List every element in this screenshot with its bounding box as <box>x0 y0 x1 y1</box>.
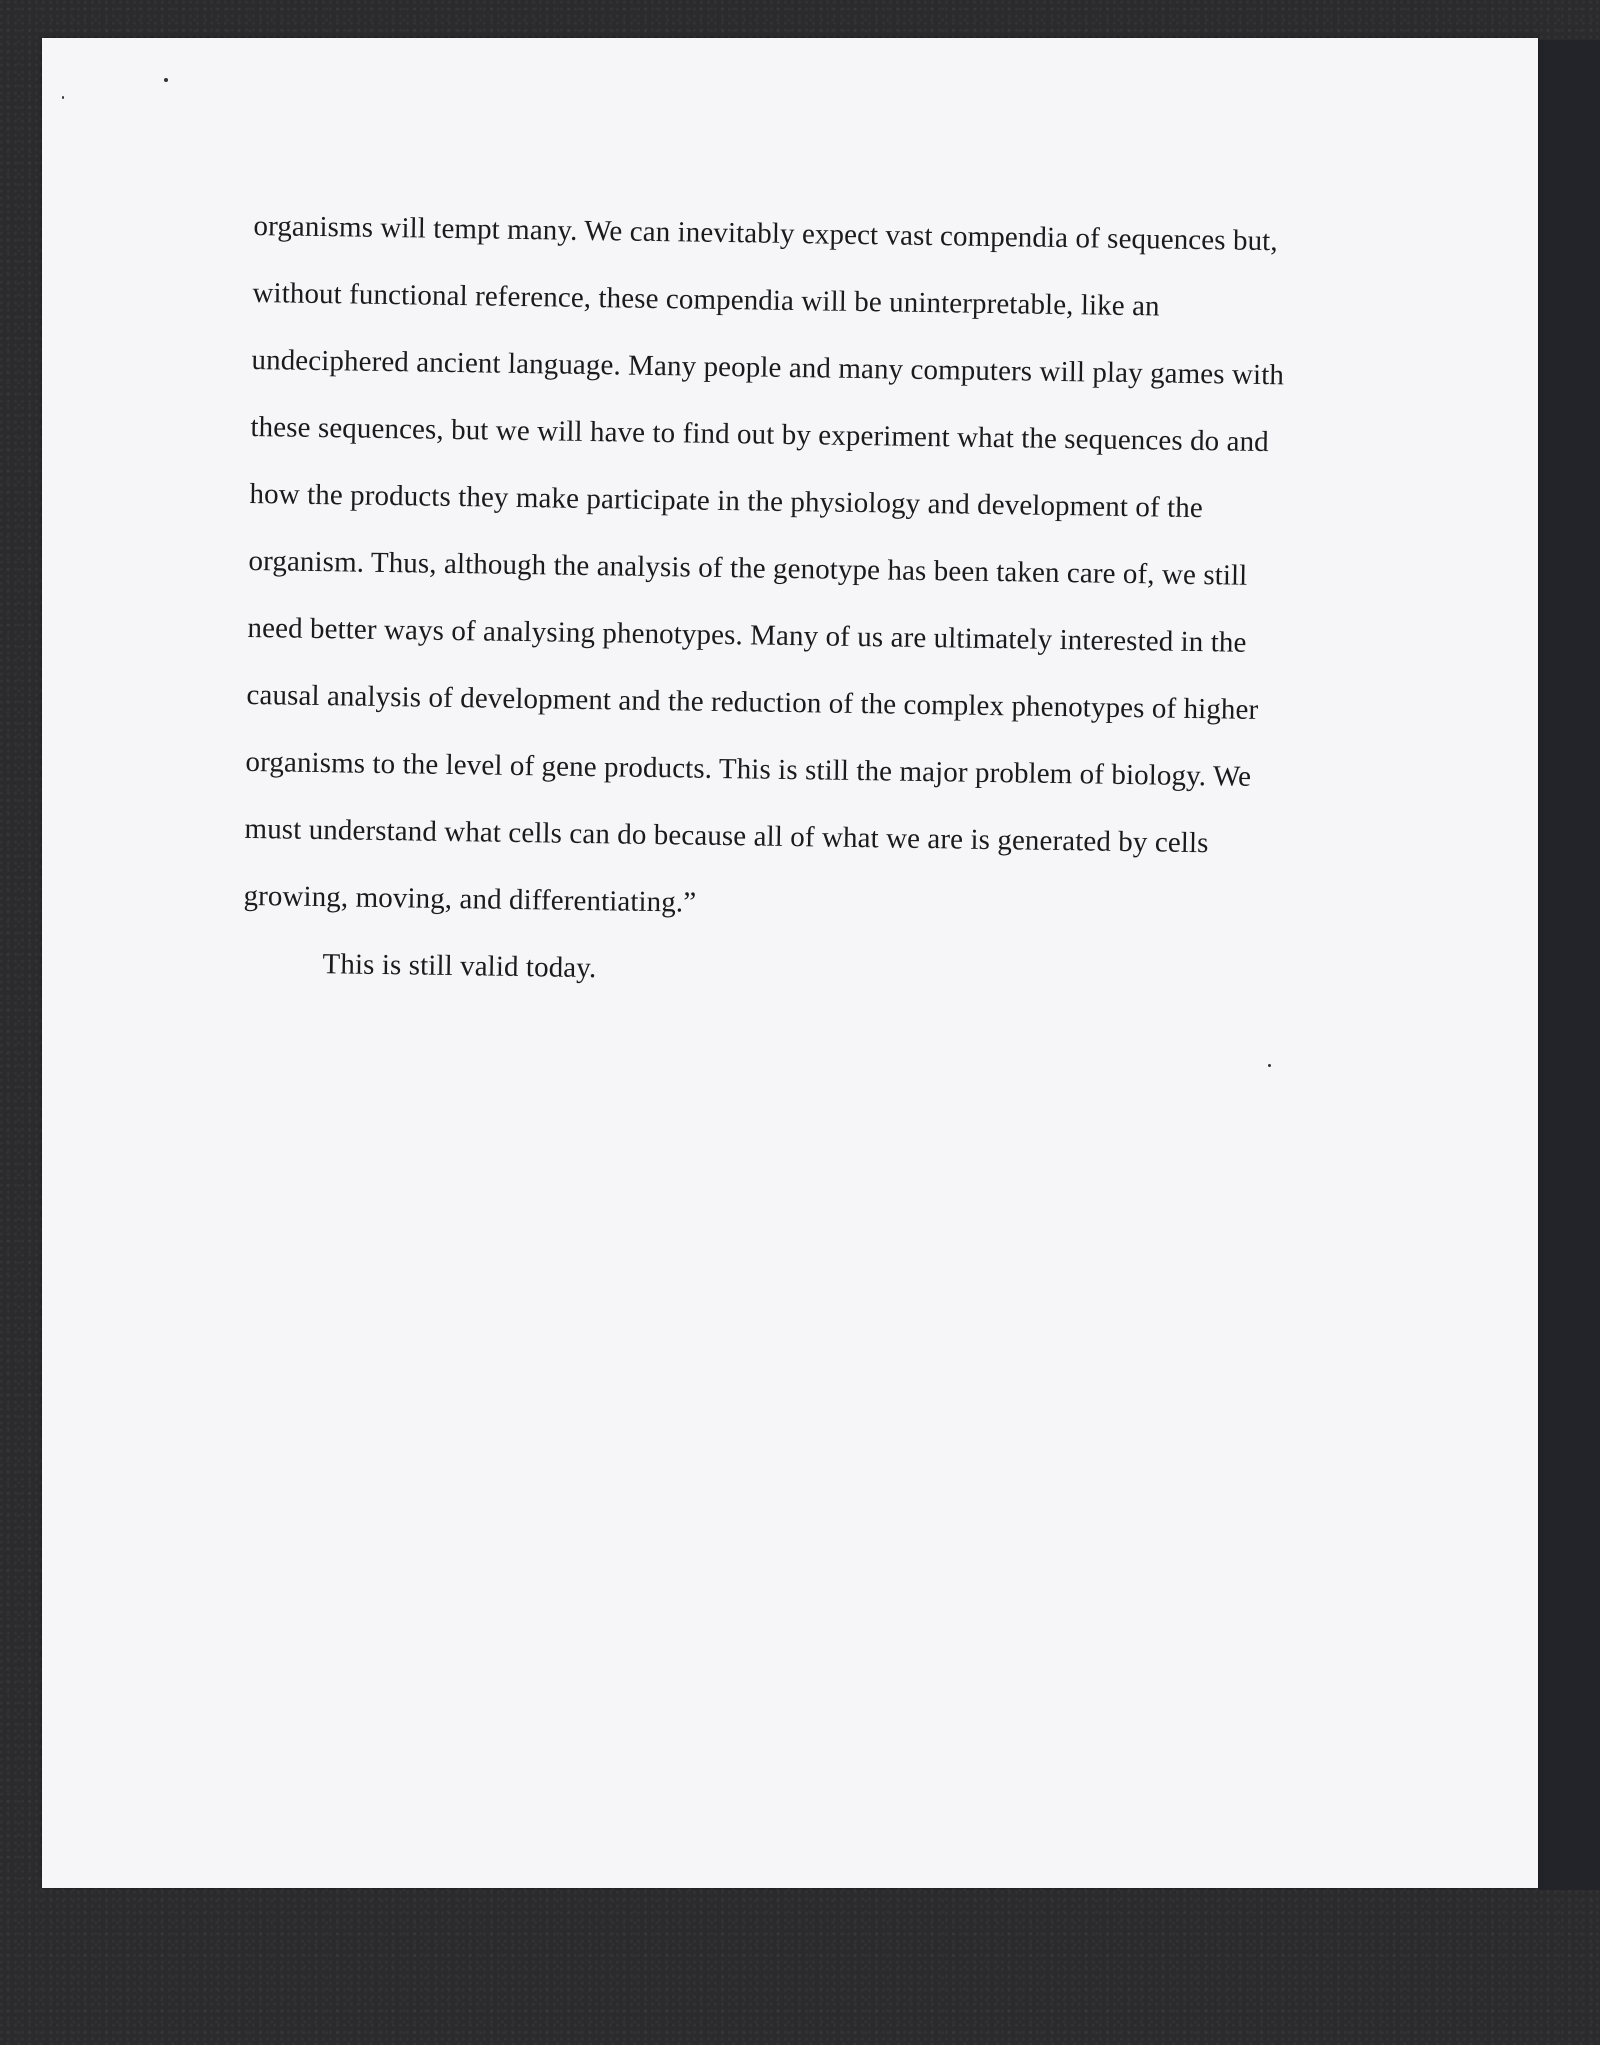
scanner-background-strip <box>1538 40 1600 1890</box>
text-line: organisms to the level of gene products. This is still the major problem of biology. We <box>245 745 1252 793</box>
text-line: growing, moving, and differentiating.” <box>243 879 697 919</box>
paper-speck <box>1268 1064 1271 1067</box>
paper-speck <box>62 96 64 99</box>
text-line: causal analysis of development and the reduction of the complex phenotypes of higher <box>246 678 1259 726</box>
text-line: undeciphered ancient language. Many people and many computers will play games with <box>251 343 1285 392</box>
text-line: organism. Thus, although the analysis of the genotype has been taken care of, we still <box>248 544 1248 592</box>
body-text <box>242 193 1354 1013</box>
text-line: organisms will tempt many. We can inevitably expect vast compendia of sequences but, <box>253 209 1278 258</box>
text-line: these sequences, but we will have to find out by experiment what the sequences do and <box>250 410 1270 459</box>
paper-speck <box>164 78 168 82</box>
closing-line: This is still valid today. <box>322 948 597 985</box>
text-line: how the products they make participate in the physiology and development of the <box>249 477 1204 525</box>
text-line: need better ways of analysing phenotypes. Many of us are ultimately interested in the <box>247 611 1247 659</box>
paper-page <box>42 38 1538 1888</box>
text-line: without functional reference, these compendia will be uninterpretable, like an <box>252 276 1160 323</box>
text-line: must understand what cells can do because all of what we are is generated by cells <box>244 812 1209 860</box>
